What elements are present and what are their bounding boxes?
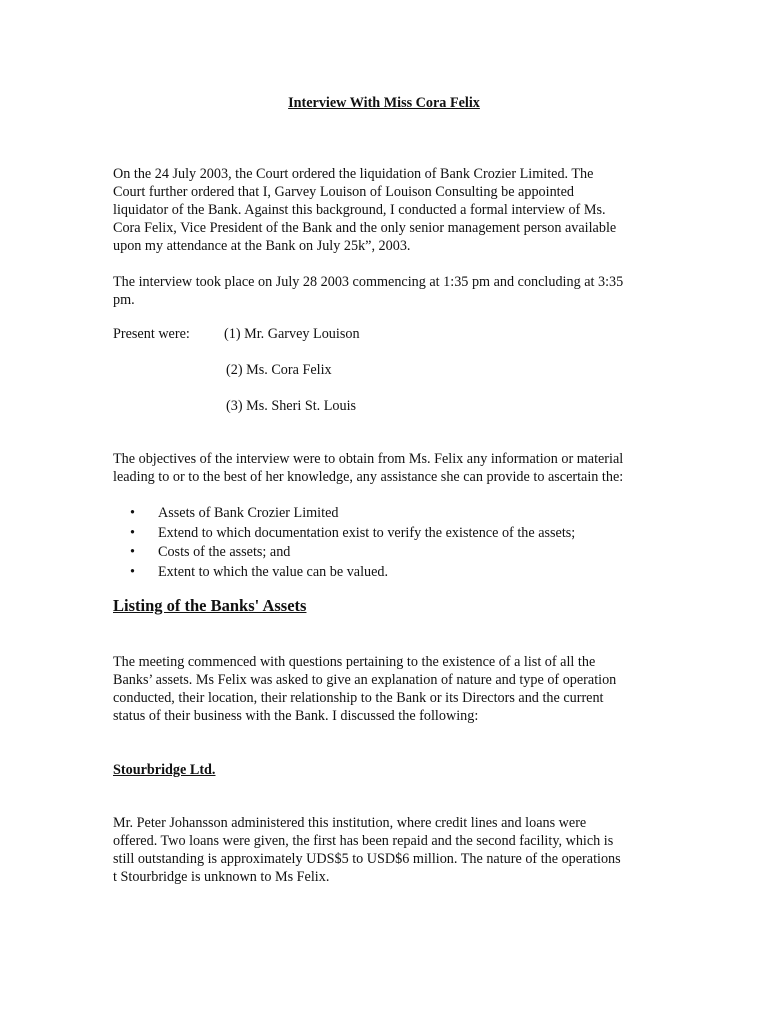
subsection-heading: Stourbridge Ltd. (113, 762, 216, 778)
text-line: The meeting commenced with questions pertaining to the existence of a list of all the (113, 654, 596, 670)
list-item-text: Costs of the assets; and (158, 544, 291, 560)
present-item: (3) Ms. Sheri St. Louis (226, 398, 357, 414)
text-line: Court further ordered that I, Garvey Louison of Louison Consulting be appointed (113, 184, 574, 200)
present-label: Present were: (113, 326, 190, 342)
meeting-paragraph (113, 653, 661, 725)
text-line: Mr. Peter Johansson administered this institution, where credit lines and loans were (113, 815, 587, 831)
bullet-icon: • (130, 544, 135, 560)
list-item (113, 543, 673, 563)
list-item (113, 504, 673, 524)
text-line: liquidator of the Bank. Against this background, I conducted a formal interview of Ms. (113, 202, 606, 218)
text-line: t Stourbridge is unknown to Ms Felix. (113, 869, 330, 885)
list-item-text: Extent to which the value can be valued. (158, 563, 389, 580)
text-line: On the 24 July 2003, the Court ordered the liquidation of Bank Crozier Limited. The (113, 166, 594, 182)
text-line: leading to or to the best of her knowledge, any assistance she can provide to ascertain the: (113, 469, 624, 485)
text-line: Cora Felix, Vice President of the Bank and the only senior management person available (113, 220, 617, 236)
stourbridge-paragraph (113, 814, 661, 886)
text-line: pm. (113, 292, 135, 308)
text-line: offered. Two loans were given, the first has been repaid and the second facility, which is (113, 833, 614, 849)
text-line: The objectives of the interview were to obtain from Ms. Felix any information or material (113, 451, 624, 467)
list-item-text: Assets of Bank Crozier Limited (158, 505, 339, 521)
text-line: Banks’ assets. Ms Felix was asked to give an explanation of nature and type of operation (113, 672, 617, 688)
present-item: (1) Mr. Garvey Louison (224, 326, 360, 342)
interview-time-paragraph (113, 273, 661, 309)
section-heading: Listing of the Banks' Assets (113, 596, 307, 615)
objectives-paragraph (113, 450, 661, 486)
document-title: Interview With Miss Cora Felix (288, 95, 480, 111)
list-item (113, 524, 673, 544)
text-line: The interview took place on July 28 2003 commencing at 1:35 pm and concluding at 3:35 (113, 274, 624, 290)
bullet-icon: • (130, 563, 135, 580)
text-line: upon my attendance at the Bank on July 25k”, 2003. (113, 238, 411, 254)
list-item (113, 563, 673, 583)
bullet-icon: • (130, 524, 135, 541)
present-item: (2) Ms. Cora Felix (226, 362, 332, 378)
objectives-list (113, 504, 673, 582)
bullet-icon: • (130, 505, 135, 521)
list-item-text: Extend to which documentation exist to verify the existence of the assets; (158, 524, 576, 541)
text-line: still outstanding is approximately UDS$5 to USD$6 million. The nature of the operations (113, 851, 621, 867)
text-line: conducted, their location, their relationship to the Bank or its Directors and the current (113, 690, 604, 706)
text-line: status of their business with the Bank. I discussed the following: (113, 708, 479, 724)
intro-paragraph (113, 165, 661, 255)
